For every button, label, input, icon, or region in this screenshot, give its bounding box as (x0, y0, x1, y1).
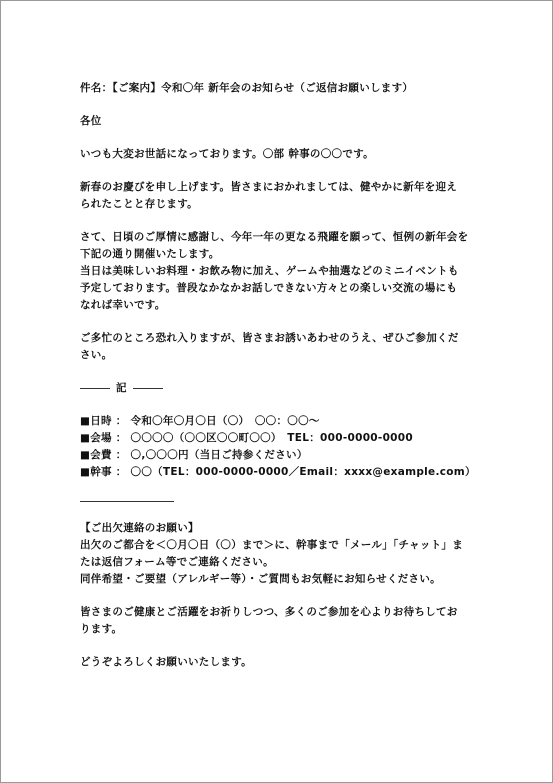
rsvp-line: 同伴希望・ご要望（アレルギー等）・ご質問もお気軽にお知らせください。 (80, 573, 441, 585)
email-body (80, 80, 478, 671)
ki-heading (80, 380, 478, 397)
closing-line: 皆さまのご健康とご活躍をお祈りしつつ、多くのご参加を心よりお待ちしてお (80, 606, 458, 618)
rsvp-line: たは返信フォーム等でご連絡ください。 (80, 556, 274, 568)
intro-line: いつも大変お世話になっております。〇部 幹事の〇〇です。 (80, 148, 374, 160)
sign-off: どうぞよろしくお願いいたします。 (80, 656, 252, 668)
detail-organizer: ■幹事 ： 〇〇（TEL：000-0000-0000／Email：xxxx@example.com） (80, 466, 476, 478)
section-divider (80, 501, 174, 502)
rsvp-line: 出欠のご都合を＜〇月〇日（〇）まで＞に、幹事まで「メール」「チャット」ま (80, 539, 464, 551)
announcement-line: 予定しております。普段なかなかお話しできない方々との楽しい交流の場にも (80, 282, 458, 294)
detail-venue: ■会場 ： 〇〇〇〇（〇〇区〇〇町〇〇） TEL：000-0000-0000 (80, 432, 413, 444)
invitation-line: さい。 (80, 349, 113, 361)
announcement-line: 当日は美味しいお料理・お飲み物に加え、ゲームや抽選などのミニイベントも (80, 265, 459, 277)
greeting-line: られたことと存じます。 (80, 198, 198, 210)
announcement-line: なれば幸いです。 (80, 299, 166, 311)
closing-line: ります。 (80, 623, 123, 635)
ki-rule-right (133, 388, 163, 389)
invitation-line: ご多忙のところ恐れ入りますが、皆さまお誘いあわせのうえ、ぜひご参加くだ (80, 332, 459, 344)
salutation: 各位 (80, 115, 102, 127)
announcement-line: 下記の通り開催いたします。 (80, 248, 220, 260)
announcement-line: さて、日頃のご厚情に感謝し、今年一年の更なる飛躍を願って、恒例の新年会を (80, 231, 469, 243)
subject-line: 件名：【ご案内】令和〇年 新年会のお知らせ（ご返信お願いします） (80, 82, 414, 94)
detail-fee: ■会費 ： 〇,〇〇〇円（当日ご持参ください） (80, 449, 308, 461)
rsvp-heading: 【ご出欠連絡のお願い】 (80, 522, 199, 534)
greeting-line: 新春のお慶びを申し上げます。皆さまにおかれましては、健やかに新年を迎え (80, 181, 458, 193)
ki-label: 記 (116, 382, 127, 394)
ki-rule-left (80, 388, 110, 389)
detail-date: ■日時 ： 令和〇年〇月〇日（〇） 〇〇：〇〇～ (80, 415, 320, 427)
